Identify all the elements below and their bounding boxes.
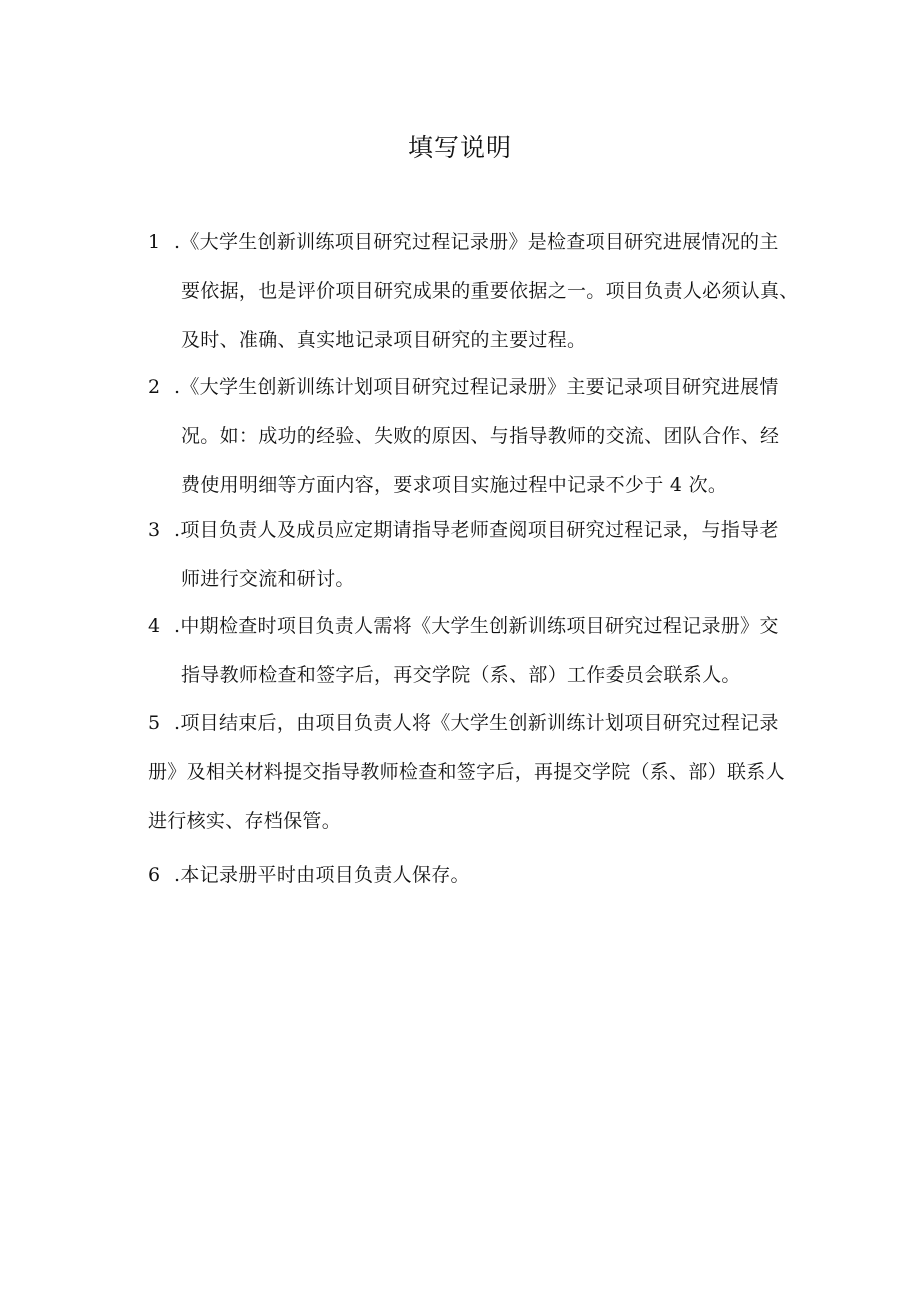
item-line [148,218,828,267]
item-number: 4 [148,615,161,637]
item-line [148,851,828,900]
item-text: .项目负责人及成员应定期请指导老师查阅项目研究过程记录，与指导老 [174,519,779,541]
instruction-item-6 [148,851,828,900]
item-line: 进行核实、存档保管。 [148,810,342,832]
item-line: 师进行交流和研讨。 [181,568,355,590]
item-number: 3 [148,519,161,541]
item-text: .本记录册平时由项目负责人保存。 [174,864,470,886]
item-line [148,363,828,412]
item-line [148,506,828,555]
item-line: 况。如：成功的经验、失败的原因、与指导教师的交流、团队合作、经 [181,425,780,447]
item-line: 册》及相关材料提交指导教师检查和签字后，再提交学院（系、部）联系人 [148,761,785,783]
item-text: .《大学生创新训练计划项目研究过程记录册》主要记录项目研究进展情 [174,376,779,398]
item-line: 指导教师检查和签字后，再交学院（系、部）工作委员会联系人。 [181,664,741,686]
instruction-item-2 [148,363,828,510]
item-line: 要依据，也是评价项目研究成果的重要依据之一。项目负责人必须认真、 [181,280,799,302]
instruction-item-3 [148,506,828,604]
item-text: .项目结束后，由项目负责人将《大学生创新训练计划项目研究过程记录 [174,712,779,734]
item-text: .中期检查时项目负责人需将《大学生创新训练项目研究过程记录册》交 [174,615,779,637]
item-number: 2 [148,376,161,398]
instruction-item-1 [148,218,828,365]
item-line [148,602,828,651]
item-number: 6 [148,864,161,886]
instruction-item-4 [148,602,828,700]
item-line: 及时、准确、真实地记录项目研究的主要过程。 [181,329,587,351]
item-line [148,699,828,748]
instruction-item-5 [148,699,828,846]
item-line: 费使用明细等方面内容，要求项目实施过程中记录不少于 4 次。 [181,474,728,496]
item-number: 1 [148,231,161,253]
item-text: .《大学生创新训练项目研究过程记录册》是检查项目研究进展情况的主 [174,231,779,253]
item-number: 5 [148,712,161,734]
page-title: 填写说明 [407,133,512,162]
